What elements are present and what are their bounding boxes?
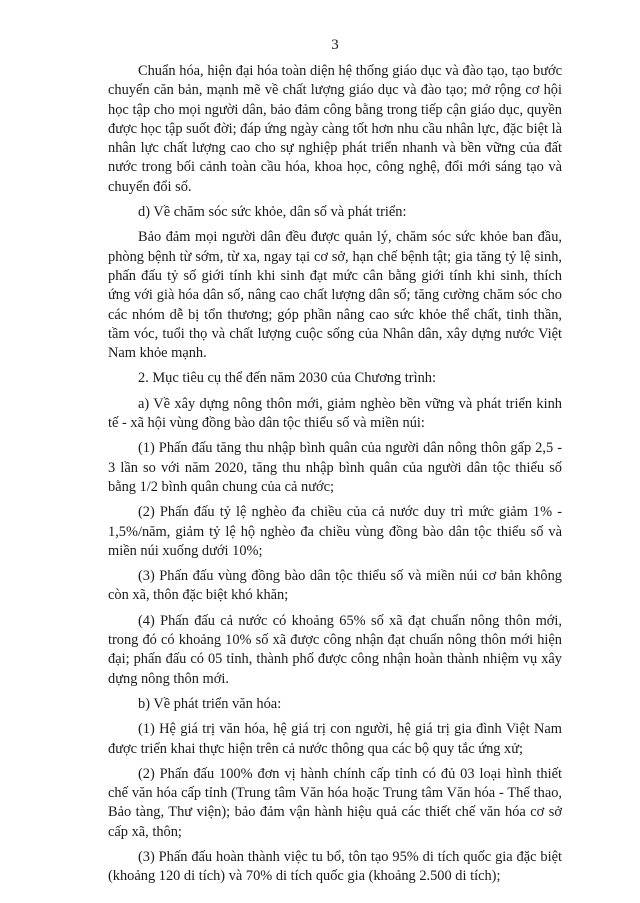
- paragraph-rural-item-2: (2) Phấn đấu tỷ lệ nghèo đa chiều của cả nước duy trì mức giảm 1% - 1,5%/năm, giảm tỷ lệ hộ nghèo đa chiều vùng đồng bào dân tộc thiểu số và miền núi xuống dưới 10%;: [108, 504, 562, 559]
- paragraph-heading-culture: b) Về phát triển văn hóa:: [138, 695, 282, 712]
- paragraph-heading-health: d) Về chăm sóc sức khỏe, dân số và phát triển:: [138, 204, 407, 221]
- paragraph-health-goal: Bảo đảm mọi người dân đều được quản lý, chăm sóc sức khỏe ban đầu, phòng bệnh từ sớm, từ xa, ngay tại cơ sở, hạn chế bệnh tật; gia tăng tỷ lệ sinh, phấn đấu tỷ số giới tính khi sinh đạt mức cân bằng giới tính khi sinh, thích ứng với già hóa dân số, nâng cao chất lượng dân số; tăng cường chăm sóc cho các nhóm dễ bị tổn thương; góp phần nâng cao sức khỏe thể chất, tinh thần, tầm vóc, tuổi thọ và chất lượng cuộc sống của Nhân dân, xây dựng nước Việt Nam khỏe mạnh.: [108, 229, 562, 362]
- page-number: 3: [331, 37, 339, 53]
- paragraph-heading-2030-targets: 2. Mục tiêu cụ thể đến năm 2030 của Chương trình:: [138, 370, 436, 387]
- paragraph-education-goal: Chuẩn hóa, hiện đại hóa toàn diện hệ thống giáo dục và đào tạo, tạo bước chuyển căn bản, mạnh mẽ về chất lượng giáo dục và đào tạo; mở rộng cơ hội học tập cho mọi người dân, bảo đảm công bằng trong tiếp cận giáo dục, quyền được học tập suốt đời; đáp ứng ngày càng tốt hơn nhu cầu nhân lực, đặc biệt là nhân lực chất lượng cao cho sự nghiệp phát triển nhanh và bền vững của đất nước trong bối cảnh toàn cầu hóa, khoa học, công nghệ, đổi mới sáng tạo và chuyển đổi số.: [108, 63, 562, 195]
- paragraph-heading-rural: a) Về xây dựng nông thôn mới, giảm nghèo bền vững và phát triển kinh tế - xã hội vùng đồng bào dân tộc thiểu số và miền núi:: [108, 395, 562, 432]
- paragraph-rural-item-3: (3) Phấn đấu vùng đồng bào dân tộc thiểu số và miền núi cơ bản không còn xã, thôn đặc biệt khó khăn;: [108, 568, 562, 604]
- paragraph-culture-item-1: (1) Hệ giá trị văn hóa, hệ giá trị con người, hệ giá trị gia đình Việt Nam được triển khai thực hiện trên cả nước thông qua các bộ quy tắc ứng xử;: [108, 721, 562, 757]
- paragraph-culture-item-3: (3) Phấn đấu hoàn thành việc tu bổ, tôn tạo 95% di tích quốc gia đặc biệt (khoảng 120 di tích) và 70% di tích quốc gia (khoảng 2.500 di tích);: [108, 848, 562, 885]
- paragraph-culture-item-2: (2) Phấn đấu 100% đơn vị hành chính cấp tỉnh có đủ 03 loại hình thiết chế văn hóa cấp tỉnh (Trung tâm Văn hóa hoặc Trung tâm Văn hóa - Thể thao, Bảo tàng, Thư viện); bảo đảm vận hành hiệu quả các thiết chế văn hóa cơ sở cấp xã, thôn;: [108, 765, 562, 840]
- paragraph-rural-item-4: (4) Phấn đấu cả nước có khoảng 65% số xã đạt chuẩn nông thôn mới, trong đó có khoảng 10% số xã được công nhận đạt chuẩn nông thôn mới hiện đại; phấn đấu có 05 tỉnh, thành phố được công nhận hoàn thành nhiệm vụ xây dựng nông thôn mới.: [108, 612, 562, 687]
- paragraph-rural-item-1: (1) Phấn đấu tăng thu nhập bình quân của người dân nông thôn gấp 2,5 - 3 lần so với năm 2020, tăng thu nhập bình quân của người dân tộc thiểu số bằng 1/2 bình quân chung của cả nước;: [108, 440, 562, 495]
